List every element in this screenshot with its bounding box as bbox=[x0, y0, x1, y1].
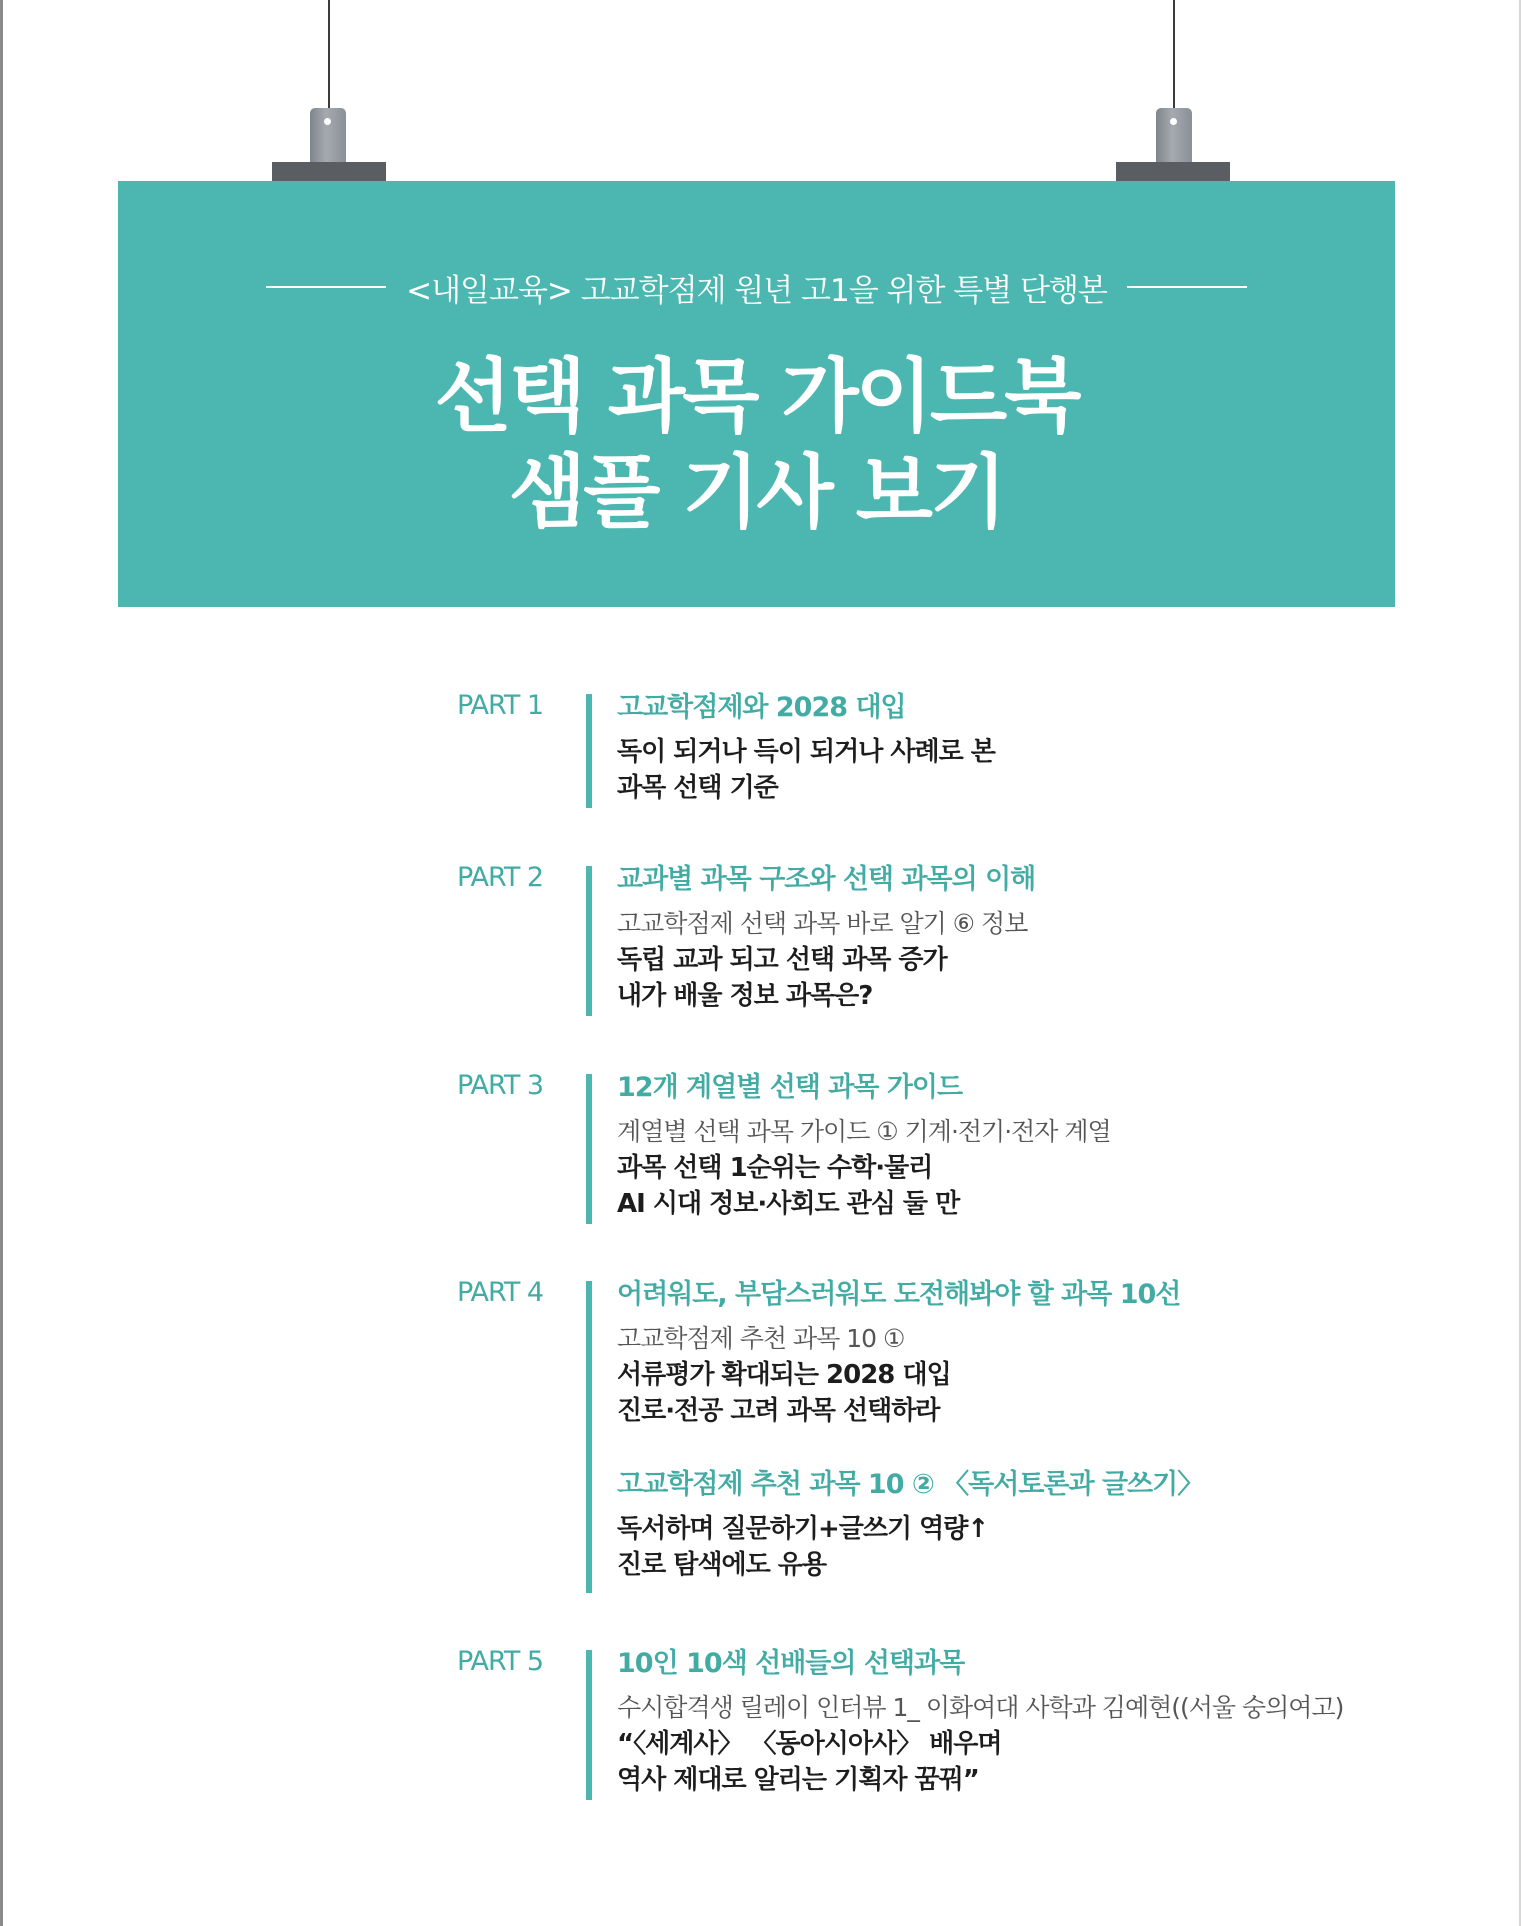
entry-spacer bbox=[617, 1429, 1457, 1467]
article-title-line: 독서하며 질문하기+글쓰기 역량↑ bbox=[617, 1514, 989, 1544]
article-title-line: 서류평가 확대되는 2028 대입 bbox=[617, 1360, 951, 1390]
subtitle-row bbox=[118, 267, 1395, 307]
right-clip-hole bbox=[1170, 118, 1177, 125]
banner-title-line-1: 선택 과목 가이드북 bbox=[434, 350, 1079, 443]
part-divider-bar bbox=[586, 1281, 592, 1593]
article-title-line: 진로·전공 고려 과목 선택하라 bbox=[617, 1396, 940, 1426]
part-entries bbox=[617, 1277, 1457, 1583]
part-entries bbox=[617, 1646, 1457, 1798]
article-title-line: 독립 교과 되고 선택 과목 증가 bbox=[617, 945, 947, 975]
part-heading[interactable]: 12개 계열별 선택 과목 가이드 bbox=[617, 1072, 963, 1103]
part-entries bbox=[617, 1070, 1457, 1222]
banner-subtitle: <내일교육> 고교학점제 원년 고1을 위한 특별 단행본 bbox=[406, 272, 1107, 309]
part-label: PART 5 bbox=[457, 1646, 544, 1677]
article-title-line: 독이 되거나 득이 되거나 사례로 본 bbox=[617, 737, 995, 767]
subtitle-right-rule bbox=[1127, 286, 1247, 288]
article-title-line: 내가 배울 정보 과목은? bbox=[617, 981, 873, 1011]
right-clip-icon bbox=[1156, 108, 1192, 163]
article-series: 계열별 선택 과목 가이드 ① 기계·전기·전자 계열 bbox=[617, 1117, 1111, 1146]
page-left-edge bbox=[0, 0, 3, 1926]
left-hanging-wire bbox=[328, 0, 330, 120]
part-entries bbox=[617, 862, 1457, 1014]
article-title-line: 진로 탐색에도 유용 bbox=[617, 1550, 827, 1580]
article-series: 고교학점제 선택 과목 바로 알기 ⑥ 정보 bbox=[617, 909, 1028, 938]
left-clip-icon bbox=[310, 108, 346, 163]
part-divider-bar bbox=[586, 1650, 592, 1800]
banner-title-line-2: 샘플 기사 보기 bbox=[508, 446, 1005, 539]
part-heading[interactable]: 교과별 과목 구조와 선택 과목의 이해 bbox=[617, 864, 1036, 895]
article-title-line: 과목 선택 1순위는 수학·물리 bbox=[617, 1153, 933, 1183]
title-banner bbox=[118, 181, 1395, 607]
part-subheading[interactable]: 고교학점제 추천 과목 10 ② 〈독서토론과 글쓰기〉 bbox=[617, 1469, 1204, 1500]
article-title-line: “〈세계사〉 〈동아시아사〉 배우며 bbox=[617, 1729, 1002, 1759]
part-heading[interactable]: 고교학점제와 2028 대입 bbox=[617, 692, 906, 723]
article-series: 고교학점제 추천 과목 10 ① bbox=[617, 1324, 905, 1353]
part-label: PART 1 bbox=[457, 690, 544, 721]
subtitle-left-rule bbox=[266, 286, 386, 288]
part-heading[interactable]: 어려워도, 부담스러워도 도전해봐야 할 과목 10선 bbox=[617, 1279, 1181, 1310]
part-entries bbox=[617, 690, 1457, 806]
article-title-line: 역사 제대로 알리는 기획자 꿈꿔” bbox=[617, 1765, 979, 1795]
part-label: PART 2 bbox=[457, 862, 544, 893]
part-heading[interactable]: 10인 10색 선배들의 선택과목 bbox=[617, 1648, 965, 1679]
part-divider-bar bbox=[586, 866, 592, 1016]
part-label: PART 3 bbox=[457, 1070, 544, 1101]
part-divider-bar bbox=[586, 1074, 592, 1224]
part-label: PART 4 bbox=[457, 1277, 544, 1308]
article-title-line: 과목 선택 기준 bbox=[617, 773, 778, 803]
article-title-line: AI 시대 정보·사회도 관심 둘 만 bbox=[617, 1189, 960, 1219]
article-series: 수시합격생 릴레이 인터뷰 1_ 이화여대 사학과 김예현((서울 숭의여고) bbox=[617, 1693, 1344, 1722]
left-clip-hole bbox=[324, 118, 331, 125]
part-divider-bar bbox=[586, 694, 592, 808]
right-hanging-wire bbox=[1173, 0, 1175, 120]
